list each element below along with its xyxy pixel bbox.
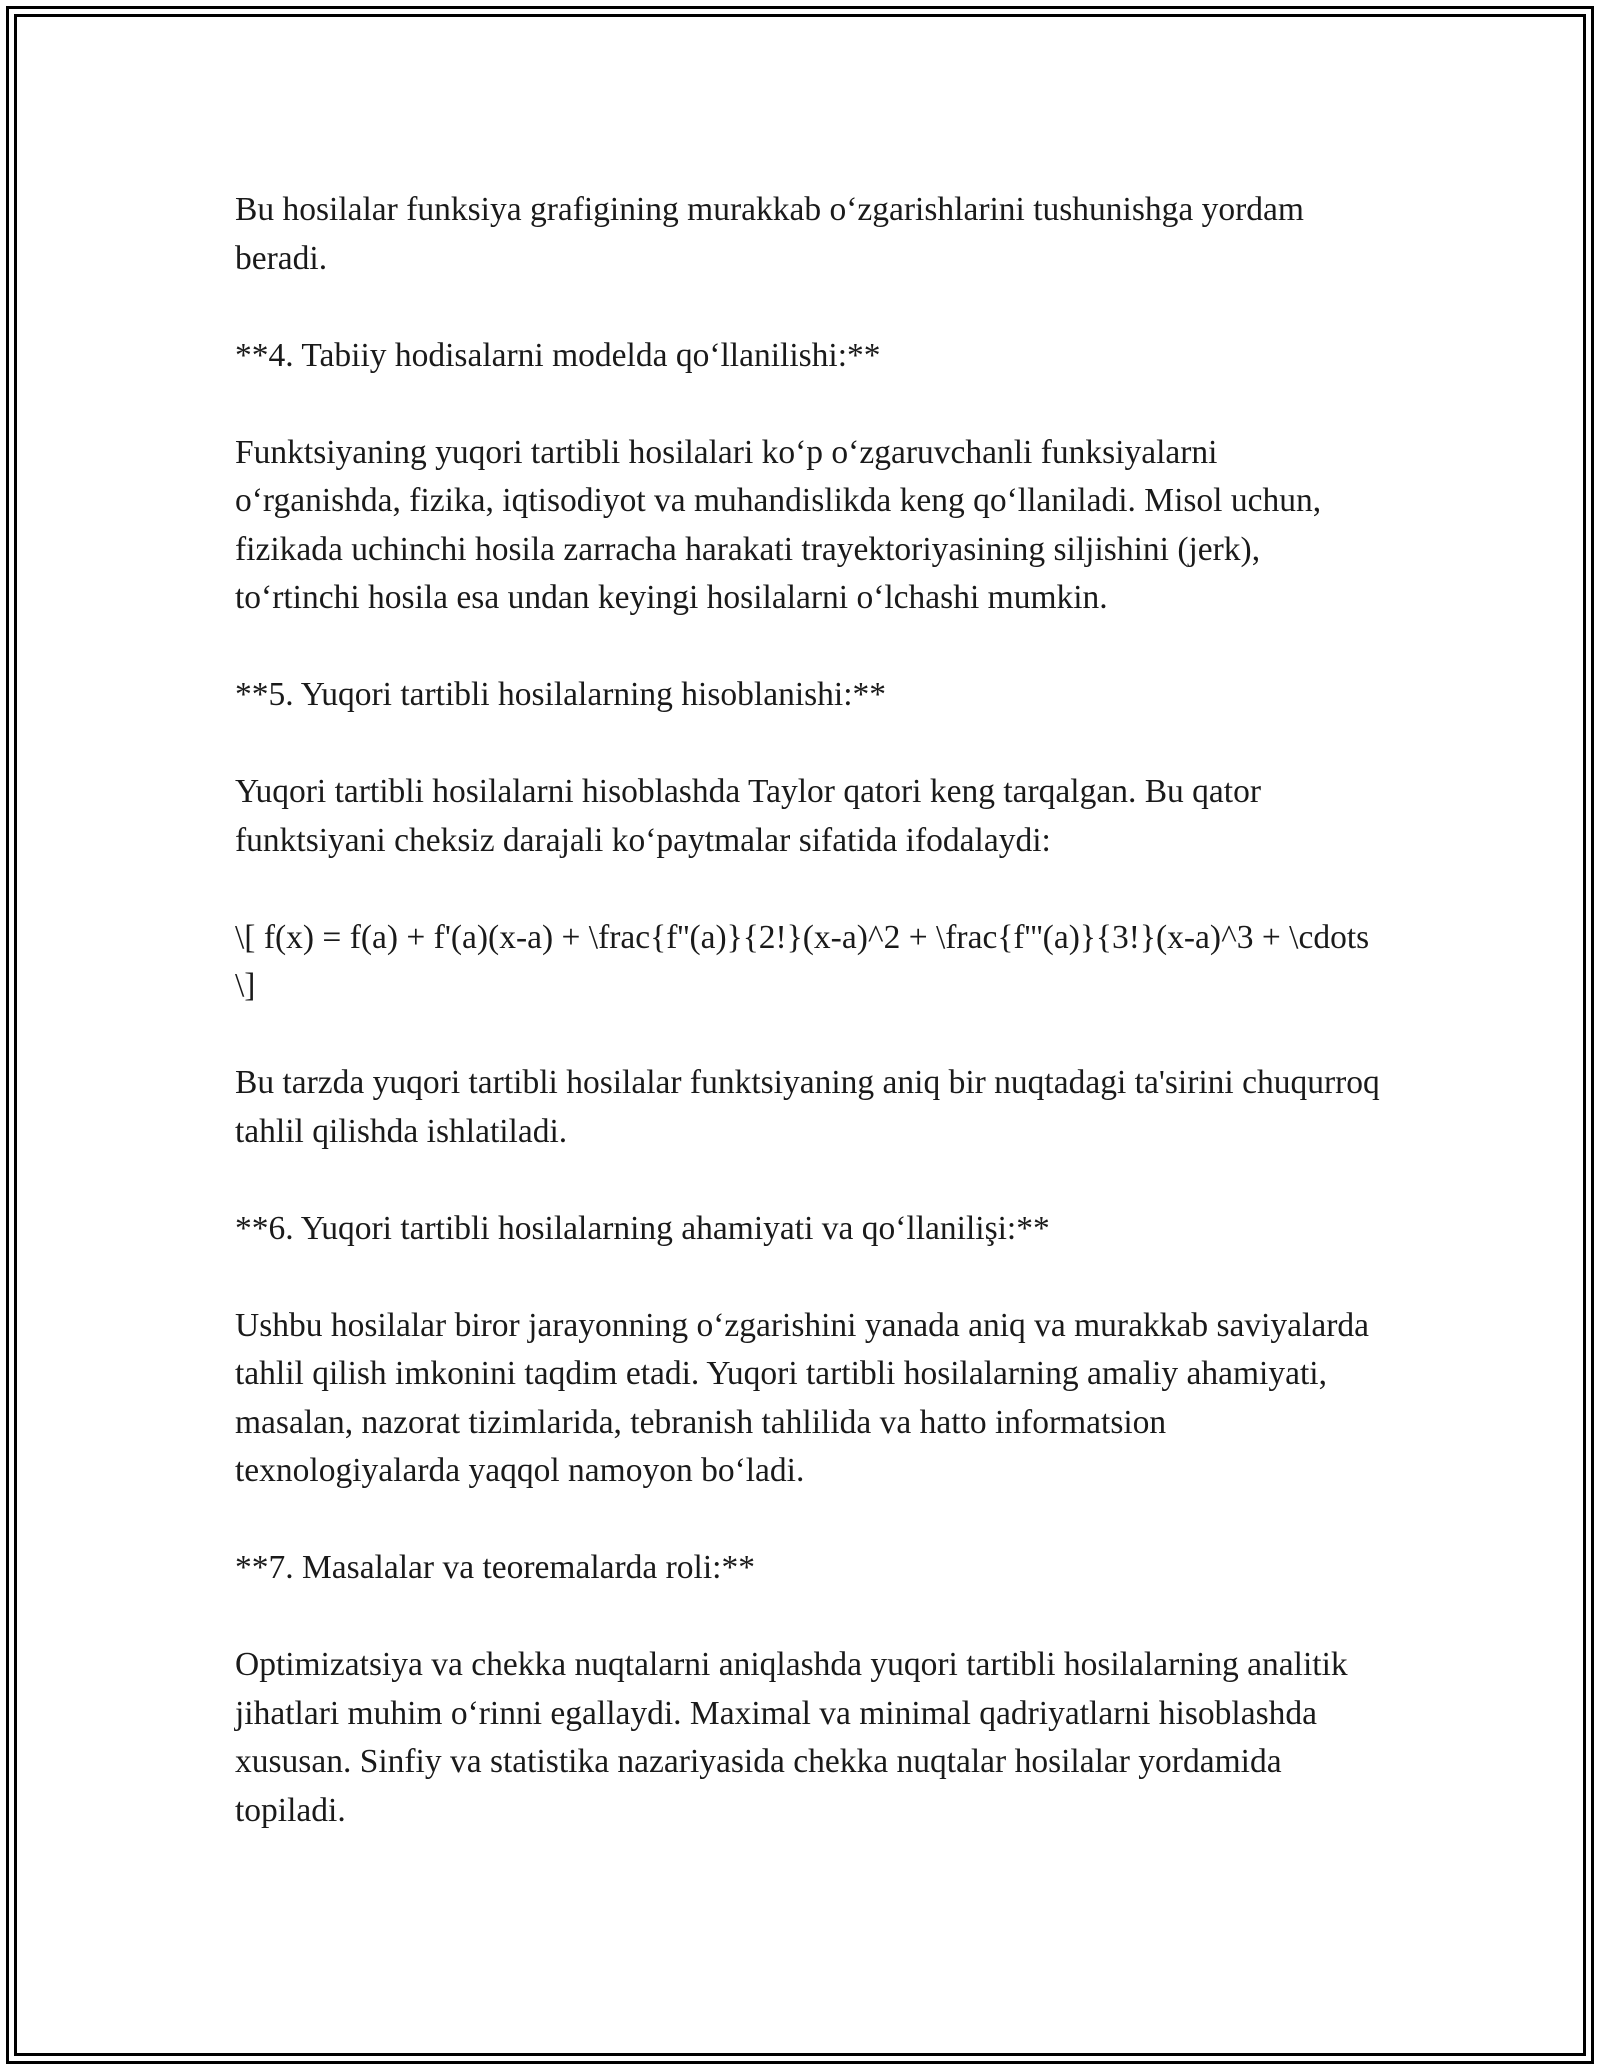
document-body: [235, 186, 1385, 1884]
paragraph-taylor-intro: Yuqori tartibli hosilalarni hisoblashda Taylor qatori keng tarqalgan. Bu qator funktsiyani cheksiz darajali ko‘paytmalar sifatida ifodalaydi:: [235, 773, 1262, 859]
taylor-formula: \[ f(x) = f(a) + f'(a)(x-a) + \frac{f''(a)}{2!}(x-a)^2 + \frac{f'''(a)}{3!}(x-a)^3 + \cdots \]: [235, 918, 1370, 1004]
paragraph-natural-phenomena: Funktsiyaning yuqori tartibli hosilalari ko‘p o‘zgaruvchanli funksiyalarni o‘rganishda, fizika, iqtisodiyot va muhandislikda keng qo‘llaniladi. Misol uchun, fizikada uchinchi hosila zarracha harakati trayektoriyasining siljishini (jerk), to‘rtinchi hosila esa undan keyingi hosilalarni o‘lchashi mumkin.: [235, 433, 1322, 616]
paragraph-taylor-usage: Bu tarzda yuqori tartibli hosilalar funktsiyaning aniq bir nuqtadagi ta'sirini chuqurroq tahlil qilishda ishlatiladi.: [235, 1064, 1380, 1150]
section-heading-5: **5. Yuqori tartibli hosilalarning hisoblanishi:**: [235, 676, 887, 713]
section-heading-6: **6. Yuqori tartibli hosilalarning ahamiyati va qo‘llanilişi:**: [235, 1209, 1050, 1247]
section-heading-7: **7. Masalalar va teoremalarda roli:**: [235, 1549, 755, 1586]
paragraph-importance: Ushbu hosilalar biror jarayonning o‘zgarishini yanada aniq va murakkab saviyalarda tahlil qilish imkonini taqdim etadi. Yuqori tartibli hosilalarning amaliy ahamiyati, masalan, nazorat tizimlarida, tebranish tahlilida va hatto informatsion texnologiyalarda yaqqol namoyon bo‘ladi.: [235, 1306, 1369, 1489]
paragraph-intro-continuation: Bu hosilalar funksiya grafigining murakkab o‘zgarishlarini tushunishga yordam beradi.: [235, 191, 1304, 277]
paragraph-optimization: Optimizatsiya va chekka nuqtalarni aniqlashda yuqori tartibli hosilalarning analitik jihatlari muhim o‘rinni egallaydi. Maximal va minimal qadriyatlarni hisoblashda xususan. Sinfiy va statistika nazariyasida chekka nuqtalar hosilalar yordamida topiladi.: [235, 1646, 1348, 1829]
section-heading-4: **4. Tabiiy hodisalarni modelda qo‘llanilishi:**: [235, 336, 881, 374]
